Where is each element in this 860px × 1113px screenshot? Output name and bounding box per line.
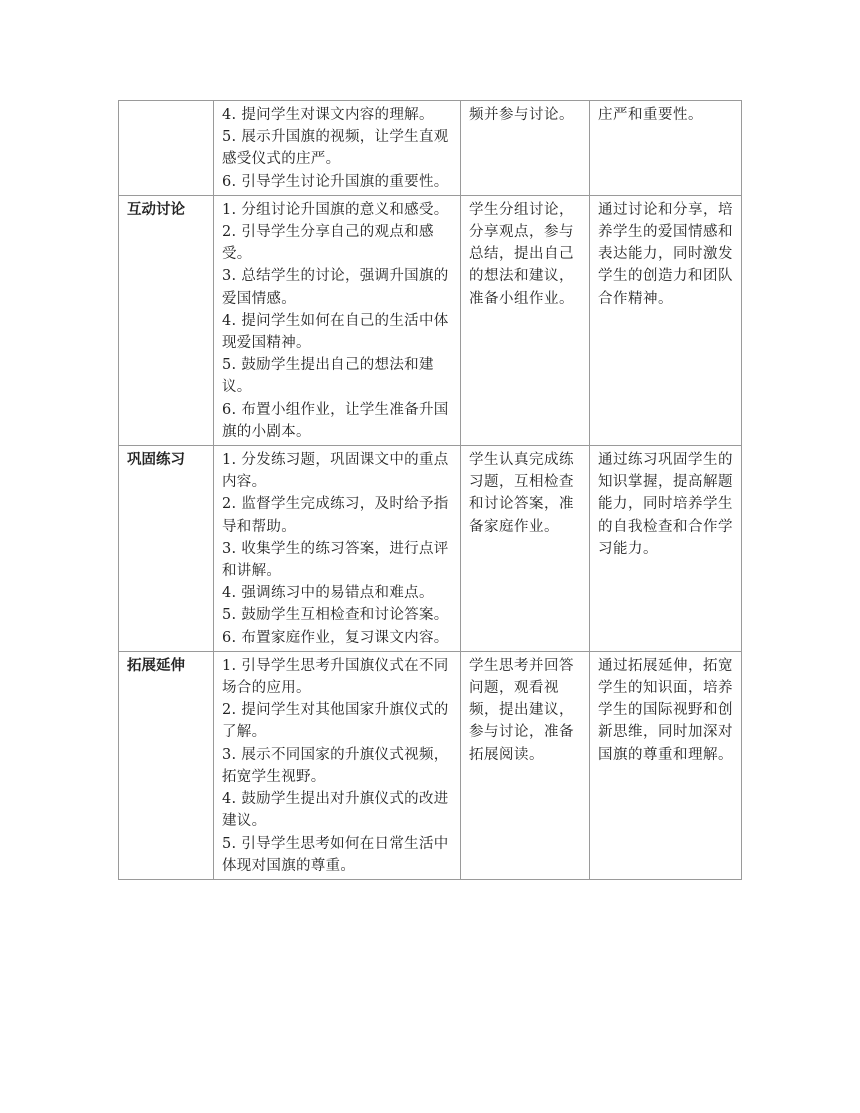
step-item: 6. 引导学生讨论升国旗的重要性。 (222, 173, 449, 190)
step-item: 2. 提问学生对其他国家升旗仪式的了解。 (222, 702, 449, 741)
step-item: 3. 总结学生的讨论，强调升国旗的爱国情感。 (222, 268, 449, 307)
lesson-plan-table (118, 100, 742, 880)
stage-cell: 巩固练习 (119, 446, 214, 652)
student-activity-cell: 频并参与讨论。 (461, 101, 590, 196)
step-item: 5. 鼓励学生互相检查和讨论答案。 (222, 607, 449, 624)
step-item: 4. 鼓励学生提出对升旗仪式的改进建议。 (222, 791, 449, 830)
table-row (119, 446, 742, 652)
step-item: 3. 展示不同国家的升旗仪式视频，拓宽学生视野。 (222, 746, 449, 785)
table-row (119, 195, 742, 445)
student-activity-cell: 学生思考并回答问题，观看视频，提出建议，参与讨论，准备拓展阅读。 (461, 651, 590, 879)
stage-cell: 拓展延伸 (119, 651, 214, 879)
design-purpose-cell: 通过讨论和分享，培养学生的爱国情感和表达能力，同时激发学生的创造力和团队合作精神。 (590, 195, 742, 445)
step-item: 4. 强调练习中的易错点和难点。 (222, 585, 434, 602)
stage-cell: 互动讨论 (119, 195, 214, 445)
step-item: 5. 展示升国旗的视频，让学生直观感受仪式的庄严。 (222, 129, 449, 168)
teacher-activity-cell (214, 446, 461, 652)
student-activity-cell: 学生认真完成练习题，互相检查和讨论答案，准备家庭作业。 (461, 446, 590, 652)
step-item: 3. 收集学生的练习答案，进行点评和讲解。 (222, 540, 449, 580)
step-item: 2. 监督学生完成练习，及时给予指导和帮助。 (222, 496, 449, 535)
design-purpose-cell: 通过练习巩固学生的知识掌握，提高解题能力，同时培养学生的自我检查和合作学习能力。 (590, 446, 742, 652)
step-item: 4. 提问学生如何在自己的生活中体现爱国精神。 (222, 312, 449, 352)
step-item: 6. 布置小组作业，让学生准备升国旗的小剧本。 (222, 401, 449, 440)
step-item: 1. 分发练习题，巩固课文中的重点内容。 (222, 452, 449, 491)
step-item: 1. 分组讨论升国旗的意义和感受。 (222, 201, 449, 218)
step-item: 5. 引导学生思考如何在日常生活中体现对国旗的尊重。 (222, 835, 449, 874)
table-row (119, 651, 742, 879)
design-purpose-cell: 通过拓展延伸，拓宽学生的知识面，培养学生的国际视野和创新思维，同时加深对国旗的尊重和理解。 (590, 651, 742, 879)
teacher-activity-cell (214, 195, 461, 445)
teacher-activity-cell (214, 651, 461, 879)
table-row (119, 101, 742, 196)
student-activity-cell: 学生分组讨论，分享观点，参与总结，提出自己的想法和建议，准备小组作业。 (461, 195, 590, 445)
step-item: 2. 引导学生分享自己的观点和感受。 (222, 224, 434, 263)
teacher-activity-cell (214, 101, 461, 196)
step-item: 5. 鼓励学生提出自己的想法和建议。 (222, 357, 434, 396)
step-item: 6. 布置家庭作业，复习课文内容。 (222, 629, 449, 646)
design-purpose-cell: 庄严和重要性。 (590, 101, 742, 196)
step-item: 1. 引导学生思考升国旗仪式在不同场合的应用。 (222, 657, 449, 697)
stage-cell (119, 101, 214, 196)
step-item: 4. 提问学生对课文内容的理解。 (222, 107, 434, 123)
